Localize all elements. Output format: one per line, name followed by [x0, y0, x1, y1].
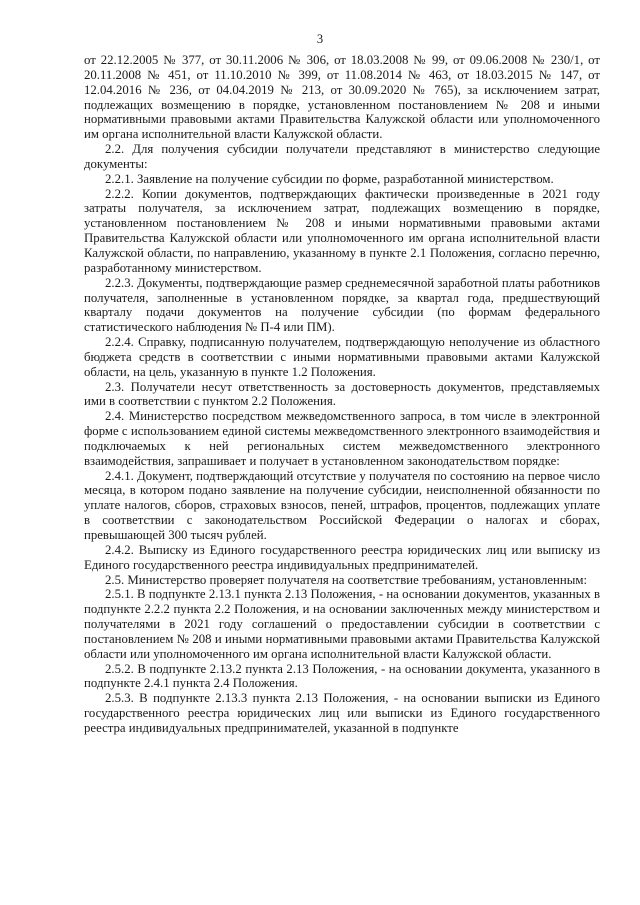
paragraph-2-4: 2.4. Министерство посредством межведомственного запроса, в том числе в электронной форме с использованием единой системы межведомственного электронного взаимодействия и подключаемых к ней региональных систем межведомственного электронного взаимодействия, запрашивает и получает в установленном законодательством порядке:: [84, 409, 600, 468]
document-body: [84, 53, 600, 736]
paragraph-2-5: 2.5. Министерство проверяет получателя на соответствие требованиям, установленным:: [105, 572, 588, 587]
paragraph-2-2-1: 2.2.1. Заявление на получение субсидии по форме, разработанной министерством.: [105, 171, 554, 186]
paragraph-continuation: от 22.12.2005 № 377, от 30.11.2006 № 306, от 18.03.2008 № 99, от 09.06.2008 № 230/1, от 20.11.2008 № 451, от 11.10.2010 № 399, от 11.08.2014 № 463, от 18.03.2015 № 147, от 12.04.2016 № 236, от 04.04.2019 № 213, от 30.09.2020 № 765), за исключением затрат, подлежащих возмещению в порядке, установленном постановлением № 208 и иными нормативными правовыми актами Правительства Калужской области или уполномоченного им органа исполнительной власти Калужской области.: [84, 53, 600, 142]
paragraph-2-2-2: 2.2.2. Копии документов, подтверждающих фактически произведенные в 2021 году затраты получателя, за исключением затрат, подлежащих возмещению в порядке, установленном постановлением № 208 и иными нормативными правовыми актами Правительства Калужской области или уполномоченного им органа исполнительной власти Калужской области, по направлению, указанному в пункте 2.1 Положения, согласно перечню, разработанному министерством.: [84, 186, 600, 275]
paragraph-2-5-3: 2.5.3. В подпункте 2.13.3 пункта 2.13 Положения, - на основании выписки из Единого государственного реестра юридических лиц или выписки из Единого государственного реестра индивидуальных предпринимателей, указанной в подпункте: [84, 691, 600, 735]
paragraph-2-2: 2.2. Для получения субсидии получатели представляют в министерство следующие документы:: [84, 142, 600, 171]
page-number: 3: [316, 32, 324, 46]
paragraph-2-4-2: 2.4.2. Выписку из Единого государственного реестра юридических лиц или выписку из Единого государственного реестра индивидуальных предпринимателей.: [84, 542, 600, 572]
paragraph-2-2-3: 2.2.3. Документы, подтверждающие размер среднемесячной заработной платы работников получателя, заполненные в установленном порядке, за квартал года, предшествующий кварталу подачи документов на получение субсидии (по формам федерального статистического наблюдения № П-4 или ПМ).: [84, 275, 600, 335]
paragraph-2-5-2: 2.5.2. В подпункте 2.13.2 пункта 2.13 Положения, - на основании документа, указанного в подпункте 2.4.1 пункта 2.4 Положения.: [84, 661, 600, 691]
paragraph-2-4-1: 2.4.1. Документ, подтверждающий отсутствие у получателя по состоянию на первое число месяца, в котором подано заявление на получение субсидии, неисполненной обязанности по уплате налогов, сборов, страховых взносов, пеней, штрафов, процентов, подлежащих уплате в соответствии с законодательством Российской Федерации о налогах и сборах, превышающей 300 тысяч рублей.: [84, 468, 600, 542]
paragraph-2-5-1: 2.5.1. В подпункте 2.13.1 пункта 2.13 Положения, - на основании документов, указанных в подпункте 2.2.2 пункта 2.2 Положения, и на основании заключенных между министерством и получателями в 2021 году соглашений о предоставлении субсидии в соответствии с постановлением № 208 и иными нормативными правовыми актами Правительства Калужской области или уполномоченного им органа исполнительной власти Калужской области.: [84, 587, 600, 661]
paragraph-2-3: 2.3. Получатели несут ответственность за достоверность документов, представляемых ими в соответствии с пунктом 2.2 Положения.: [84, 379, 600, 409]
paragraph-2-2-4: 2.2.4. Справку, подписанную получателем, подтверждающую неполучение из областного бюджета средств в соответствии с иными нормативными правовыми актами Калужской области, на цель, указанную в пункте 1.2 Положения.: [84, 335, 600, 379]
